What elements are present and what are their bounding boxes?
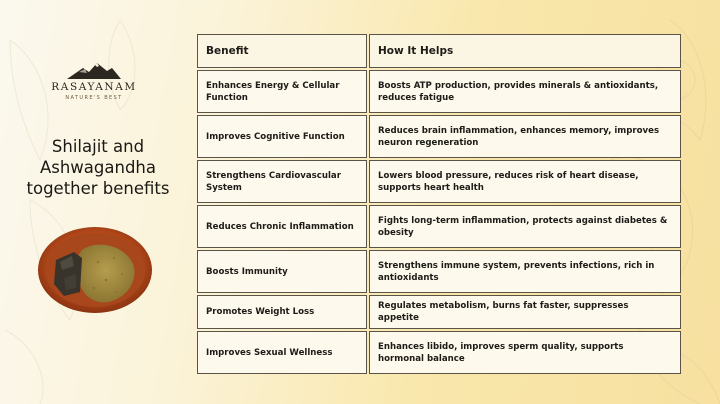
table-cell-how-it-helps: Lowers blood pressure, reduces risk of heart disease, supports heart health bbox=[369, 160, 681, 203]
brand-logo bbox=[44, 60, 144, 101]
title-line: Ashwagandha bbox=[39, 158, 157, 177]
table-cell-benefit: Improves Sexual Wellness bbox=[197, 331, 367, 374]
table-cell-benefit: Boosts Immunity bbox=[197, 250, 367, 293]
benefits-table bbox=[197, 34, 681, 375]
table-cell-benefit: Enhances Energy & Cellular Function bbox=[197, 70, 367, 113]
table-cell-how-it-helps: Regulates metabolism, burns fat faster, suppresses appetite bbox=[369, 295, 681, 329]
table-cell-benefit: Promotes Weight Loss bbox=[197, 295, 367, 329]
bowl-illustration bbox=[36, 222, 154, 314]
table-cell-how-it-helps: Fights long-term inflammation, protects against diabetes & obesity bbox=[369, 205, 681, 248]
brand-name: RASAYANAM bbox=[51, 81, 137, 93]
table-header-benefit: Benefit bbox=[197, 34, 367, 68]
table-cell-benefit: Reduces Chronic Inflammation bbox=[197, 205, 367, 248]
table-cell-how-it-helps: Boosts ATP production, provides minerals & antioxidants, reduces fatigue bbox=[369, 70, 681, 113]
table-cell-how-it-helps: Reduces brain inflammation, enhances memory, improves neuron regeneration bbox=[369, 115, 681, 158]
mountain-logo-icon bbox=[65, 60, 123, 80]
table-header-how-it-helps: How It Helps bbox=[369, 34, 681, 68]
table-cell-benefit: Strengthens Cardiovascular System bbox=[197, 160, 367, 203]
title-line: together benefits bbox=[26, 179, 170, 198]
page-title bbox=[14, 136, 182, 199]
table-cell-how-it-helps: Strengthens immune system, prevents infections, rich in antioxidants bbox=[369, 250, 681, 293]
table-cell-benefit: Improves Cognitive Function bbox=[197, 115, 367, 158]
herb-bowl-image bbox=[36, 222, 154, 314]
brand-tagline: NATURE'S BEST bbox=[65, 95, 123, 101]
table-cell-how-it-helps: Enhances libido, improves sperm quality, supports hormonal balance bbox=[369, 331, 681, 374]
title-line: Shilajit and bbox=[51, 137, 145, 156]
